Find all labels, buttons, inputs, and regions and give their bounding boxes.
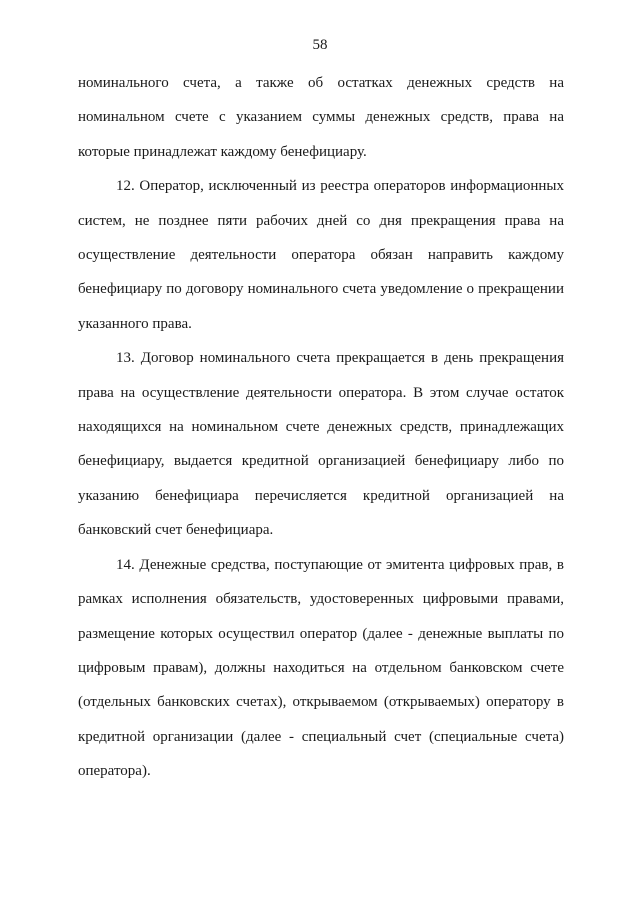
- paragraph-12: 12. Оператор, исключенный из реестра операторов информационных систем, не позднее пяти рабочих дней со дня прекращения права на осуществление деятельности оператора обязан направить каждому бенефициару по договору номинального счета уведомление о прекращении указанного права.: [78, 178, 564, 332]
- paragraph-14: 14. Денежные средства, поступающие от эмитента цифровых прав, в рамках исполнения обязательств, удостоверенных цифровыми правами, размещение которых осуществил оператор (далее - денежные выплаты по цифровым правам), должны находиться на отдельном банковском счете (отдельных банковских счетах), открываемом (открываемых) оператору в кредитной организации (далее - специальный счет (специальные счета) оператора).: [78, 556, 564, 780]
- paragraph-continuation: номинального счета, а также об остатках денежных средств на номинальном счете с указанием суммы денежных средств, права на которые принадлежат каждому бенефициару.: [78, 75, 564, 160]
- page-number: 58: [312, 37, 328, 53]
- paragraph-13: 13. Договор номинального счета прекращается в день прекращения права на осуществление деятельности оператора. В этом случае остаток находящихся на номинальном счете денежных средств, принадлежащих бенефициару, выдается кредитной организацией бенефициару либо по указанию бенефициара перечисляется кредитной организацией на банковский счет бенефициара.: [78, 350, 564, 539]
- document-body: [78, 66, 564, 789]
